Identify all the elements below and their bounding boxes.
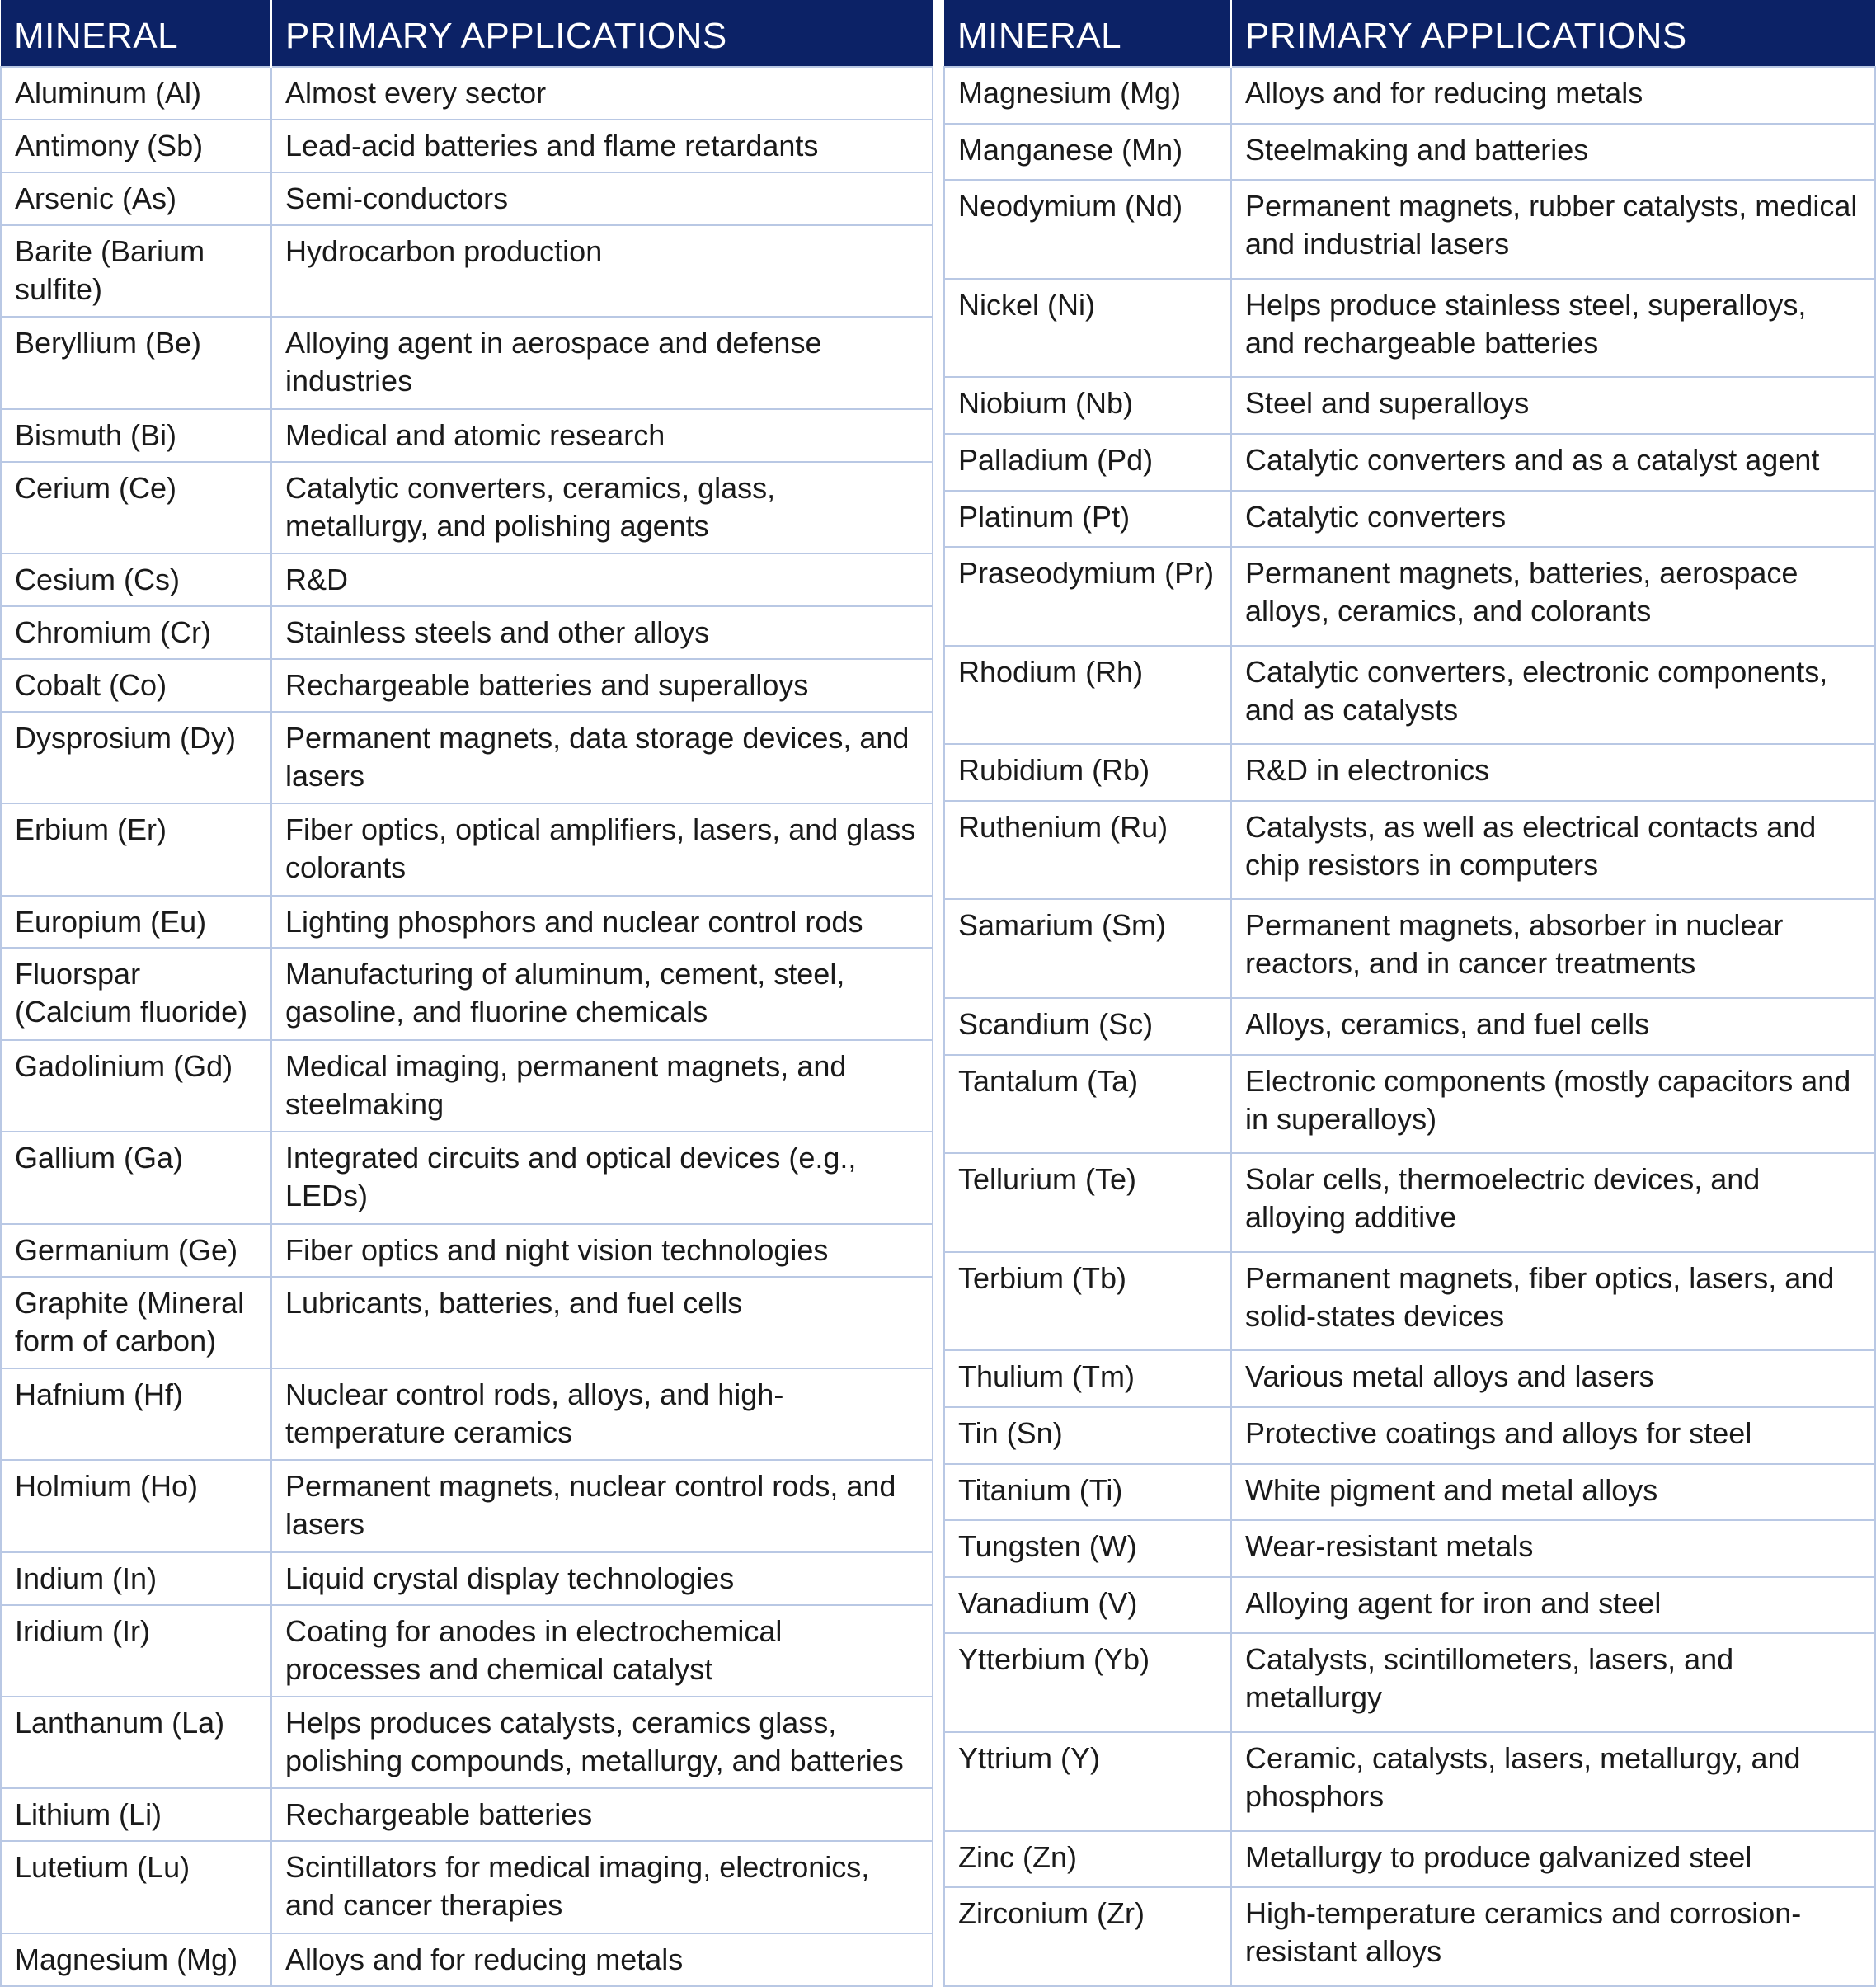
table-row — [1, 1788, 933, 1841]
table-row — [944, 801, 1875, 900]
table-row — [1, 553, 933, 606]
table-row — [944, 434, 1875, 491]
table-row — [944, 1633, 1875, 1732]
applications-cell: Liquid crystal display technologies — [271, 1552, 933, 1605]
applications-cell: White pigment and metal alloys — [1231, 1464, 1875, 1521]
mineral-name-cell: Hafnium (Hf) — [1, 1368, 271, 1460]
table-row — [1, 120, 933, 172]
mineral-name-cell: Germanium (Ge) — [1, 1224, 271, 1277]
mineral-name-cell: Samarium (Sm) — [944, 899, 1231, 998]
mineral-name-cell: Praseodymium (Pr) — [944, 547, 1231, 646]
table-row — [944, 547, 1875, 646]
mineral-name-cell: Lanthanum (La) — [1, 1697, 271, 1788]
applications-cell: Ceramic, catalysts, lasers, metallurgy, and phosphors — [1231, 1732, 1875, 1831]
table-row — [944, 1577, 1875, 1634]
mineral-name-cell: Arsenic (As) — [1, 172, 271, 225]
table-body-right — [944, 67, 1875, 1986]
table-row — [1, 1132, 933, 1223]
mineral-name-cell: Cobalt (Co) — [1, 659, 271, 712]
table-row — [1, 948, 933, 1039]
table-row — [944, 1520, 1875, 1577]
applications-cell: Protective coatings and alloys for steel — [1231, 1407, 1875, 1464]
column-header-applications: PRIMARY APPLICATIONS — [1231, 0, 1875, 67]
table-row — [944, 1464, 1875, 1521]
mineral-name-cell: Lutetium (Lu) — [1, 1841, 271, 1933]
applications-cell: Fiber optics, optical amplifiers, lasers, and glass colorants — [271, 803, 933, 895]
table-row — [1, 1460, 933, 1551]
applications-cell: Permanent magnets, absorber in nuclear reactors, and in cancer treatments — [1231, 899, 1875, 998]
mineral-name-cell: Aluminum (Al) — [1, 67, 271, 120]
table-row — [944, 1055, 1875, 1154]
column-header-mineral: MINERAL — [1, 0, 271, 67]
table-row — [1, 172, 933, 225]
table-row — [944, 1887, 1875, 1986]
table-row — [1, 225, 933, 317]
applications-cell: Stainless steels and other alloys — [271, 606, 933, 659]
applications-cell: Medical and atomic research — [271, 409, 933, 462]
mineral-name-cell: Barite (Barium sulfite) — [1, 225, 271, 317]
table-row — [1, 1841, 933, 1933]
applications-cell: Catalysts, scintillometers, lasers, and metallurgy — [1231, 1633, 1875, 1732]
table-row — [1, 1224, 933, 1277]
mineral-name-cell: Cesium (Cs) — [1, 553, 271, 606]
applications-cell: Rechargeable batteries and superalloys — [271, 659, 933, 712]
table-row — [944, 67, 1875, 124]
table-row — [944, 1153, 1875, 1252]
mineral-name-cell: Manganese (Mn) — [944, 124, 1231, 181]
applications-cell: Integrated circuits and optical devices (e.g., LEDs) — [271, 1132, 933, 1223]
table-row — [944, 124, 1875, 181]
mineral-name-cell: Iridium (Ir) — [1, 1605, 271, 1697]
applications-cell: Alloys and for reducing metals — [271, 1933, 933, 1986]
applications-cell: Scintillators for medical imaging, electronics, and cancer therapies — [271, 1841, 933, 1933]
mineral-name-cell: Rhodium (Rh) — [944, 646, 1231, 745]
mineral-name-cell: Graphite (Mineral form of carbon) — [1, 1277, 271, 1368]
column-header-mineral: MINERAL — [944, 0, 1231, 67]
table-row — [1, 712, 933, 803]
applications-cell: Fiber optics and night vision technologies — [271, 1224, 933, 1277]
mineral-name-cell: Magnesium (Mg) — [1, 1933, 271, 1986]
table-row — [944, 1732, 1875, 1831]
applications-cell: Almost every sector — [271, 67, 933, 120]
applications-cell: Catalytic converters and as a catalyst agent — [1231, 434, 1875, 491]
applications-cell: Alloying agent for iron and steel — [1231, 1577, 1875, 1634]
table-row — [1, 606, 933, 659]
mineral-name-cell: Erbium (Er) — [1, 803, 271, 895]
table-row — [1, 1040, 933, 1132]
table-row — [1, 1933, 933, 1986]
table-row — [1, 1277, 933, 1368]
minerals-table-left — [0, 0, 933, 1987]
applications-cell: Solar cells, thermoelectric devices, and alloying additive — [1231, 1153, 1875, 1252]
applications-cell: Catalytic converters, ceramics, glass, metallurgy, and polishing agents — [271, 462, 933, 553]
table-row — [1, 317, 933, 408]
applications-cell: Permanent magnets, rubber catalysts, medical and industrial lasers — [1231, 180, 1875, 279]
applications-cell: Rechargeable batteries — [271, 1788, 933, 1841]
table-row — [1, 409, 933, 462]
applications-cell: High-temperature ceramics and corrosion-resistant alloys — [1231, 1887, 1875, 1986]
applications-cell: Helps produce stainless steel, superalloys, and rechargeable batteries — [1231, 279, 1875, 378]
applications-cell: Various metal alloys and lasers — [1231, 1350, 1875, 1407]
applications-cell: Steel and superalloys — [1231, 377, 1875, 434]
mineral-name-cell: Zinc (Zn) — [944, 1831, 1231, 1888]
mineral-name-cell: Yttrium (Y) — [944, 1732, 1231, 1831]
table-row — [944, 377, 1875, 434]
applications-cell: Manufacturing of aluminum, cement, steel, gasoline, and fluorine chemicals — [271, 948, 933, 1039]
table-row — [1, 896, 933, 949]
table-row — [944, 180, 1875, 279]
table-row — [1, 1552, 933, 1605]
mineral-name-cell: Tin (Sn) — [944, 1407, 1231, 1464]
table-body-left — [1, 67, 933, 1986]
applications-cell: Metallurgy to produce galvanized steel — [1231, 1831, 1875, 1888]
table-row — [1, 659, 933, 712]
mineral-name-cell: Fluorspar (Calcium fluoride) — [1, 948, 271, 1039]
applications-cell: Alloys, ceramics, and fuel cells — [1231, 998, 1875, 1055]
table-row — [1, 1697, 933, 1788]
mineral-name-cell: Tantalum (Ta) — [944, 1055, 1231, 1154]
table-row — [1, 67, 933, 120]
mineral-name-cell: Ytterbium (Yb) — [944, 1633, 1231, 1732]
applications-cell: Alloys and for reducing metals — [1231, 67, 1875, 124]
mineral-name-cell: Lithium (Li) — [1, 1788, 271, 1841]
mineral-name-cell: Bismuth (Bi) — [1, 409, 271, 462]
applications-cell: Catalytic converters — [1231, 491, 1875, 548]
applications-cell: R&D in electronics — [1231, 744, 1875, 801]
header-row — [1, 0, 933, 67]
mineral-name-cell: Rubidium (Rb) — [944, 744, 1231, 801]
table-row — [1, 1605, 933, 1697]
applications-cell: Nuclear control rods, alloys, and high-temperature ceramics — [271, 1368, 933, 1460]
table-row — [944, 899, 1875, 998]
table-row — [944, 1407, 1875, 1464]
left-table-container — [0, 0, 933, 1987]
table-row — [1, 1368, 933, 1460]
applications-cell: Lubricants, batteries, and fuel cells — [271, 1277, 933, 1368]
applications-cell: Catalysts, as well as electrical contacts and chip resistors in computers — [1231, 801, 1875, 900]
applications-cell: Medical imaging, permanent magnets, and steelmaking — [271, 1040, 933, 1132]
mineral-name-cell: Scandium (Sc) — [944, 998, 1231, 1055]
table-row — [944, 646, 1875, 745]
mineral-name-cell: Holmium (Ho) — [1, 1460, 271, 1551]
applications-cell: Lead-acid batteries and flame retardants — [271, 120, 933, 172]
applications-cell: Permanent magnets, nuclear control rods, and lasers — [271, 1460, 933, 1551]
mineral-name-cell: Neodymium (Nd) — [944, 180, 1231, 279]
mineral-name-cell: Tellurium (Te) — [944, 1153, 1231, 1252]
applications-cell: Helps produces catalysts, ceramics glass, polishing compounds, metallurgy, and batteries — [271, 1697, 933, 1788]
mineral-name-cell: Niobium (Nb) — [944, 377, 1231, 434]
mineral-name-cell: Europium (Eu) — [1, 896, 271, 949]
mineral-name-cell: Palladium (Pd) — [944, 434, 1231, 491]
table-row — [1, 803, 933, 895]
mineral-name-cell: Cerium (Ce) — [1, 462, 271, 553]
applications-cell: Electronic components (mostly capacitors and in superalloys) — [1231, 1055, 1875, 1154]
table-row — [944, 998, 1875, 1055]
mineral-name-cell: Dysprosium (Dy) — [1, 712, 271, 803]
mineral-name-cell: Ruthenium (Ru) — [944, 801, 1231, 900]
mineral-name-cell: Zirconium (Zr) — [944, 1887, 1231, 1986]
mineral-name-cell: Titanium (Ti) — [944, 1464, 1231, 1521]
applications-cell: Alloying agent in aerospace and defense industries — [271, 317, 933, 408]
table-row — [944, 1831, 1875, 1888]
mineral-name-cell: Beryllium (Be) — [1, 317, 271, 408]
table-row — [944, 1350, 1875, 1407]
mineral-name-cell: Antimony (Sb) — [1, 120, 271, 172]
table-row — [944, 279, 1875, 378]
mineral-name-cell: Gadolinium (Gd) — [1, 1040, 271, 1132]
table-row — [944, 491, 1875, 548]
table-row — [944, 1252, 1875, 1351]
mineral-name-cell: Indium (In) — [1, 1552, 271, 1605]
applications-cell: Permanent magnets, fiber optics, lasers, and solid-states devices — [1231, 1252, 1875, 1351]
mineral-name-cell: Vanadium (V) — [944, 1577, 1231, 1634]
applications-cell: R&D — [271, 553, 933, 606]
applications-cell: Coating for anodes in electrochemical processes and chemical catalyst — [271, 1605, 933, 1697]
table-row — [944, 744, 1875, 801]
table-row — [1, 462, 933, 553]
applications-cell: Hydrocarbon production — [271, 225, 933, 317]
mineral-name-cell: Gallium (Ga) — [1, 1132, 271, 1223]
applications-cell: Permanent magnets, batteries, aerospace alloys, ceramics, and colorants — [1231, 547, 1875, 646]
applications-cell: Lighting phosphors and nuclear control rods — [271, 896, 933, 949]
header-row — [944, 0, 1875, 67]
applications-cell: Permanent magnets, data storage devices, and lasers — [271, 712, 933, 803]
column-header-applications: PRIMARY APPLICATIONS — [271, 0, 933, 67]
mineral-name-cell: Tungsten (W) — [944, 1520, 1231, 1577]
mineral-name-cell: Terbium (Tb) — [944, 1252, 1231, 1351]
mineral-name-cell: Magnesium (Mg) — [944, 67, 1231, 124]
applications-cell: Catalytic converters, electronic components, and as catalysts — [1231, 646, 1875, 745]
mineral-name-cell: Nickel (Ni) — [944, 279, 1231, 378]
applications-cell: Wear-resistant metals — [1231, 1520, 1875, 1577]
mineral-name-cell: Chromium (Cr) — [1, 606, 271, 659]
minerals-table-right — [943, 0, 1876, 1987]
mineral-name-cell: Thulium (Tm) — [944, 1350, 1231, 1407]
right-table-container — [943, 0, 1876, 1987]
applications-cell: Semi-conductors — [271, 172, 933, 225]
applications-cell: Steelmaking and batteries — [1231, 124, 1875, 181]
mineral-name-cell: Platinum (Pt) — [944, 491, 1231, 548]
